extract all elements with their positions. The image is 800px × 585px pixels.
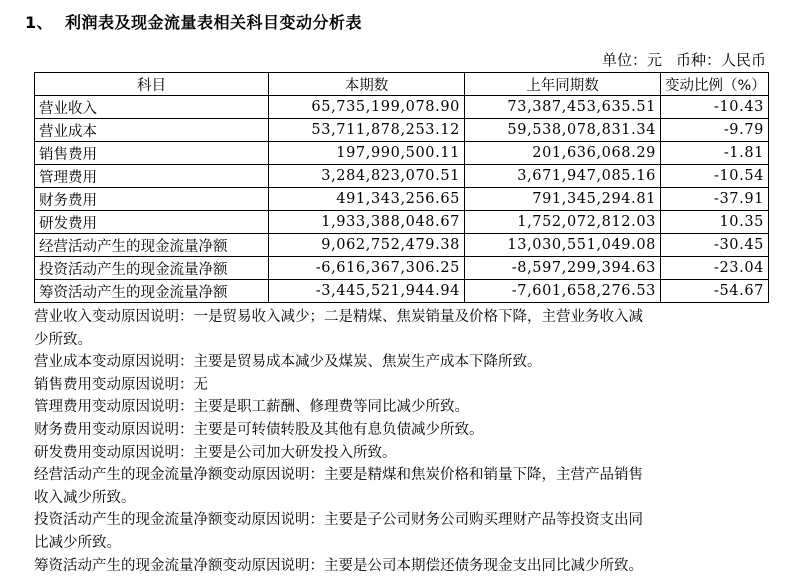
- note-line: 投资活动产生的现金流量净额变动原因说明：主要是子公司财务公司购买理财产品等投资支出同: [34, 512, 643, 529]
- cell-current-period: 197,990,500.11: [269, 142, 465, 165]
- unit-currency-line: [588, 49, 766, 70]
- cell-prior-period: -7,601,658,276.53: [465, 280, 661, 303]
- cell-subject: 财务费用: [35, 188, 269, 211]
- header-change-ratio: 变动比例（%）: [661, 73, 769, 96]
- note-line: 管理费用变动原因说明：主要是职工薪酬、修理费等同比减少所致。: [34, 399, 469, 416]
- cell-current-period: -3,445,521,944.94: [269, 280, 465, 303]
- change-explanations: [34, 306, 774, 577]
- note-line: 经营活动产生的现金流量净额变动原因说明：主要是精煤和焦炭价格和销量下降，主营产品销售: [34, 467, 643, 484]
- cell-current-period: 65,735,199,078.90: [269, 96, 465, 119]
- cell-subject: 营业收入: [35, 96, 269, 119]
- table-row: [35, 280, 769, 303]
- cell-current-period: -6,616,367,306.25: [269, 257, 465, 280]
- note-line: 比减少所致。: [34, 534, 121, 551]
- cell-change-ratio: -10.43: [661, 96, 769, 119]
- cell-prior-period: 13,030,551,049.08: [465, 234, 661, 257]
- section-heading: [25, 10, 362, 33]
- section-title: 利润表及现金流量表相关科目变动分析表: [65, 13, 363, 32]
- cell-current-period: 3,284,823,070.51: [269, 165, 465, 188]
- cell-prior-period: 1,752,072,812.03: [465, 211, 661, 234]
- cell-prior-period: -8,597,299,394.63: [465, 257, 661, 280]
- table-row: [35, 96, 769, 119]
- table-row: [35, 142, 769, 165]
- note-line: 营业成本变动原因说明：主要是贸易成本减少及煤炭、焦炭生产成本下降所致。: [34, 354, 542, 371]
- cell-subject: 研发费用: [35, 211, 269, 234]
- table-header-row: [35, 73, 769, 96]
- cell-subject: 营业成本: [35, 119, 269, 142]
- cell-subject: 管理费用: [35, 165, 269, 188]
- note-line: 研发费用变动原因说明：主要是公司加大研发投入所致。: [34, 444, 397, 461]
- note-line: 收入减少所致。: [34, 489, 136, 506]
- cell-change-ratio: -54.67: [661, 280, 769, 303]
- header-current-period: 本期数: [269, 73, 465, 96]
- header-subject: 科目: [35, 73, 269, 96]
- cell-prior-period: 791,345,294.81: [465, 188, 661, 211]
- table-row: [35, 119, 769, 142]
- note-line: 营业收入变动原因说明：一是贸易收入减少；二是精煤、焦炭销量及价格下降，主营业务收入减: [34, 309, 643, 325]
- currency-label: 币种：人民币: [675, 51, 766, 69]
- note-line: 财务费用变动原因说明：主要是可转债转股及其他有息负债减少所致。: [34, 421, 484, 438]
- cell-change-ratio: -23.04: [661, 257, 769, 280]
- cell-change-ratio: 10.35: [661, 211, 769, 234]
- cell-change-ratio: -30.45: [661, 234, 769, 257]
- cell-prior-period: 3,671,947,085.16: [465, 165, 661, 188]
- note-line: 筹资活动产生的现金流量净额变动原因说明：主要是公司本期偿还债务现金支出同比减少所致。: [34, 557, 643, 574]
- cell-change-ratio: -9.79: [661, 119, 769, 142]
- table-row: [35, 165, 769, 188]
- cell-prior-period: 201,636,068.29: [465, 142, 661, 165]
- cell-prior-period: 59,538,078,831.34: [465, 119, 661, 142]
- cell-change-ratio: -1.81: [661, 142, 769, 165]
- table-row: [35, 257, 769, 280]
- table-row: [35, 211, 769, 234]
- cell-change-ratio: -10.54: [661, 165, 769, 188]
- cell-current-period: 1,933,388,048.67: [269, 211, 465, 234]
- header-prior-period: 上年同期数: [465, 73, 661, 96]
- unit-label: 单位：元: [601, 51, 662, 69]
- financial-change-table: [34, 72, 769, 303]
- section-number: 1、: [25, 13, 54, 32]
- cell-subject: 投资活动产生的现金流量净额: [35, 257, 269, 280]
- cell-current-period: 491,343,256.65: [269, 188, 465, 211]
- cell-current-period: 9,062,752,479.38: [269, 234, 465, 257]
- cell-prior-period: 73,387,453,635.51: [465, 96, 661, 119]
- table-row: [35, 234, 769, 257]
- cell-change-ratio: -37.91: [661, 188, 769, 211]
- cell-subject: 筹资活动产生的现金流量净额: [35, 280, 269, 303]
- cell-subject: 销售费用: [35, 142, 269, 165]
- table-row: [35, 188, 769, 211]
- cell-subject: 经营活动产生的现金流量净额: [35, 234, 269, 257]
- note-line: 少所致。: [34, 331, 92, 348]
- note-line: 销售费用变动原因说明：无: [34, 376, 208, 393]
- cell-current-period: 53,711,878,253.12: [269, 119, 465, 142]
